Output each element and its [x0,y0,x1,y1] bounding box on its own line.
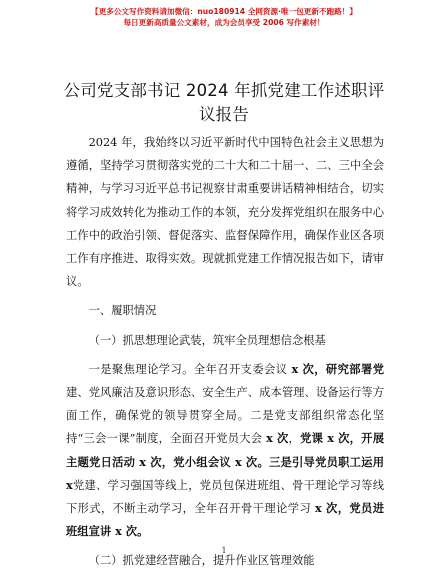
promo-banner [0,6,448,28]
document-title: 公司党支部书记 2024 年抓党建工作述职评议报告 [63,81,385,124]
para1-text-g: 党建、学习强国等线上，党员包保进班组、骨干理论学习等线下形式，不断主动学习，全年召开骨干理论学习 [66,478,384,516]
document-body [66,131,384,573]
para1-text-c: 建、党风廉洁及意识形态、安全生产、成本管理、设备运行等方面工作，确保党的领导贯穿全局。二是党支部组织常态化坚持“三会一课”制度，全面召开党员大会 [66,386,384,446]
subsection-heading-1: （一）抓思想理论武装，筑牢全员理想信念根基 [88,333,326,347]
page-number: 1 [221,546,227,555]
section-heading-1: 一、履职情况 [88,304,157,318]
promo-banner-line2: 每日更新高质量公文素材，成为会员享受 2006 写作素材！ [123,18,325,27]
intro-paragraph: 2024 年，我始终以习近平新时代中国特色社会主义思想为遵循，坚持学习贯彻落实党的二十大和二十届一、二、三中全会精神，与学习习近平总书记视察甘肃重要讲话精神相结合，切实将学习成效转化为推动工作的本领，充分发挥党组织在服务中心工作中的政治引领、督促落实、监督保障作用，确保作业区各项工作有序推进、取得实效。现就抓党建工作情况报告如下，请审议。 [66,136,384,289]
para1-bold-f: 党课 x 次，开展主题党日活动 x 次，党小组会议 x 次。三是引导党员职工运用 x [66,431,384,492]
para1-bold-b: x 次，研究部署党 [291,361,385,376]
promo-banner-line1: 【更多公文写作资料请加微信：nuo180914 全网资源·唯一包更新不跑路！】 [91,7,357,16]
para1-text-a: 一是聚焦理论学习。全年召开支委会议 [88,362,292,376]
para1-bold-h: x 次，党员进班组宣讲 x 次。 [66,501,385,539]
subsection-heading-2: （二）抓党建经营融合，提升作业区管理效能 [88,554,315,568]
para1-text-e: ， [288,432,301,446]
paragraph-theory-study [66,358,384,544]
para1-bold-d: x 次 [266,431,289,446]
